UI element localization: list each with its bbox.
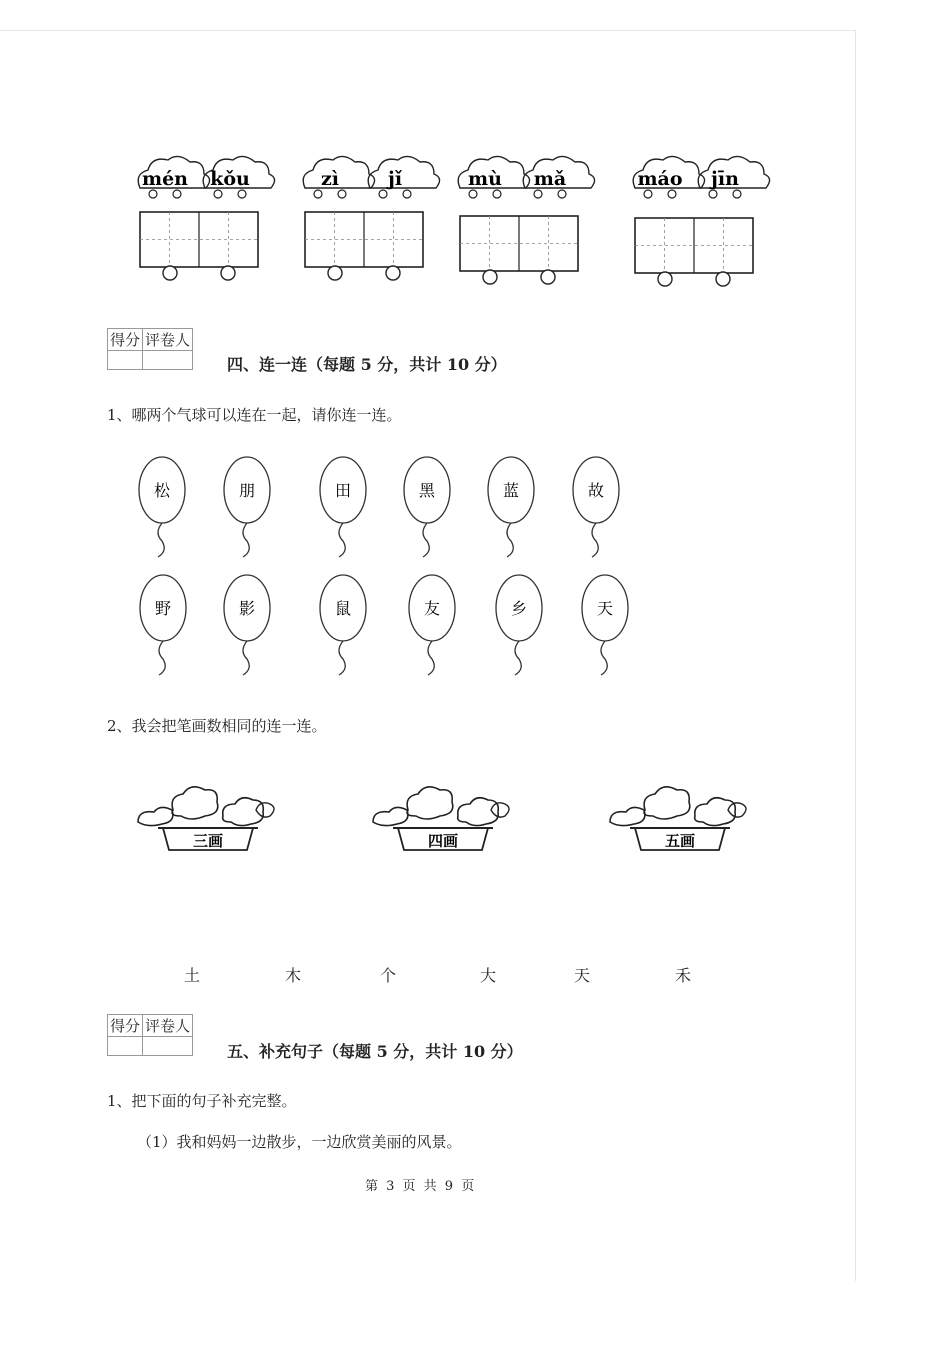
flower-pot bbox=[138, 787, 274, 850]
balloon-char: 野 bbox=[154, 599, 172, 618]
section5-question1: 1、把下面的句子补充完整。 bbox=[107, 1092, 297, 1110]
balloon-string bbox=[515, 641, 521, 675]
balloon-char: 黑 bbox=[418, 481, 436, 500]
pinyin-cloud bbox=[458, 156, 529, 198]
section5-title: 五、补充句子（每题 5 分，共计 10 分） bbox=[227, 1042, 523, 1061]
wheel bbox=[328, 266, 342, 280]
pinyin-cloud bbox=[633, 156, 704, 198]
grader-label: 评卷人 bbox=[143, 329, 193, 351]
wheel bbox=[658, 272, 672, 286]
pinyin-text: jǐ bbox=[387, 168, 403, 190]
pinyin-cloud bbox=[203, 156, 274, 198]
section4-question1: 1、哪两个气球可以连在一起，请你连一连。 bbox=[107, 406, 402, 424]
pinyin-text: máo bbox=[637, 168, 683, 190]
pinyin-text: mǎ bbox=[533, 168, 567, 190]
balloon-char: 松 bbox=[153, 481, 171, 500]
score-label: 得分 bbox=[108, 329, 143, 351]
pinyin-cloud bbox=[698, 156, 769, 198]
char-3: 个 bbox=[380, 966, 397, 985]
grader-cell bbox=[143, 351, 193, 370]
balloon-char: 天 bbox=[596, 599, 614, 618]
pinyin-cloud bbox=[138, 156, 209, 198]
balloon-string bbox=[339, 641, 345, 675]
page-footer: 第 3 页 共 9 页 bbox=[365, 1179, 477, 1194]
balloon-char: 朋 bbox=[238, 481, 256, 500]
balloon-string bbox=[507, 523, 513, 557]
wheel bbox=[386, 266, 400, 280]
balloon-char: 蓝 bbox=[502, 481, 520, 500]
balloon-char: 影 bbox=[238, 599, 256, 618]
char-6: 禾 bbox=[675, 966, 692, 985]
score-cell bbox=[108, 351, 143, 370]
balloon bbox=[139, 457, 185, 557]
grader-cell bbox=[143, 1037, 193, 1056]
balloon-string bbox=[243, 641, 249, 675]
section5-item1: （1）我和妈妈一边散步，一边欣赏美丽的风景。 bbox=[137, 1133, 462, 1151]
flower-pot bbox=[373, 787, 509, 850]
flower-pot bbox=[610, 787, 746, 850]
char-5: 天 bbox=[574, 966, 591, 985]
grader-label: 评卷人 bbox=[143, 1015, 193, 1037]
balloon bbox=[404, 457, 450, 557]
pinyin-cloud bbox=[523, 156, 594, 198]
section4-title: 四、连一连（每题 5 分，共计 10 分） bbox=[227, 355, 507, 374]
balloon-char: 故 bbox=[587, 481, 605, 500]
balloon bbox=[224, 457, 270, 557]
pinyin-cloud bbox=[303, 156, 374, 198]
train-car bbox=[458, 156, 594, 284]
flower-pots bbox=[0, 780, 950, 870]
train-car bbox=[138, 156, 274, 280]
char-4: 大 bbox=[480, 966, 497, 985]
wheel bbox=[541, 270, 555, 284]
pot-label: 五画 bbox=[664, 832, 696, 850]
train-car bbox=[303, 156, 439, 280]
balloon-string bbox=[158, 523, 164, 557]
balloon bbox=[582, 575, 628, 675]
balloon-string bbox=[243, 523, 249, 557]
balloon-char: 田 bbox=[334, 481, 352, 500]
balloon-string bbox=[428, 641, 434, 675]
pinyin-cloud bbox=[368, 156, 439, 198]
balloon bbox=[320, 575, 366, 675]
balloon bbox=[573, 457, 619, 557]
balloon-string bbox=[423, 523, 429, 557]
balloon bbox=[488, 457, 534, 557]
score-box-section5 bbox=[107, 1014, 193, 1056]
balloon-string bbox=[339, 523, 345, 557]
balloon bbox=[224, 575, 270, 675]
wheel bbox=[483, 270, 497, 284]
section4-question2: 2、我会把笔画数相同的连一连。 bbox=[107, 717, 327, 735]
score-cell bbox=[108, 1037, 143, 1056]
balloon-char: 乡 bbox=[510, 599, 528, 618]
pot-label: 三画 bbox=[192, 832, 224, 850]
balloon-char: 鼠 bbox=[334, 599, 352, 618]
wheel bbox=[221, 266, 235, 280]
pinyin-text: mù bbox=[468, 168, 502, 190]
balloon bbox=[496, 575, 542, 675]
score-label: 得分 bbox=[108, 1015, 143, 1037]
train-car bbox=[633, 156, 769, 286]
balloon-char: 友 bbox=[423, 599, 441, 618]
score-box-section4 bbox=[107, 328, 193, 370]
balloon-string bbox=[601, 641, 607, 675]
balloon bbox=[140, 575, 186, 675]
pinyin-text: zì bbox=[320, 168, 340, 190]
balloon bbox=[320, 457, 366, 557]
char-1: 土 bbox=[184, 966, 201, 985]
balloon-string bbox=[592, 523, 598, 557]
balloon-string bbox=[159, 641, 165, 675]
balloons bbox=[0, 440, 950, 690]
pinyin-trains bbox=[0, 0, 950, 300]
pinyin-text: mén bbox=[141, 168, 189, 190]
balloon bbox=[409, 575, 455, 675]
pot-label: 四画 bbox=[427, 832, 459, 850]
pinyin-text: jīn bbox=[711, 168, 739, 190]
wheel bbox=[163, 266, 177, 280]
char-2: 木 bbox=[285, 966, 302, 985]
wheel bbox=[716, 272, 730, 286]
pinyin-text: kǒu bbox=[210, 168, 250, 190]
